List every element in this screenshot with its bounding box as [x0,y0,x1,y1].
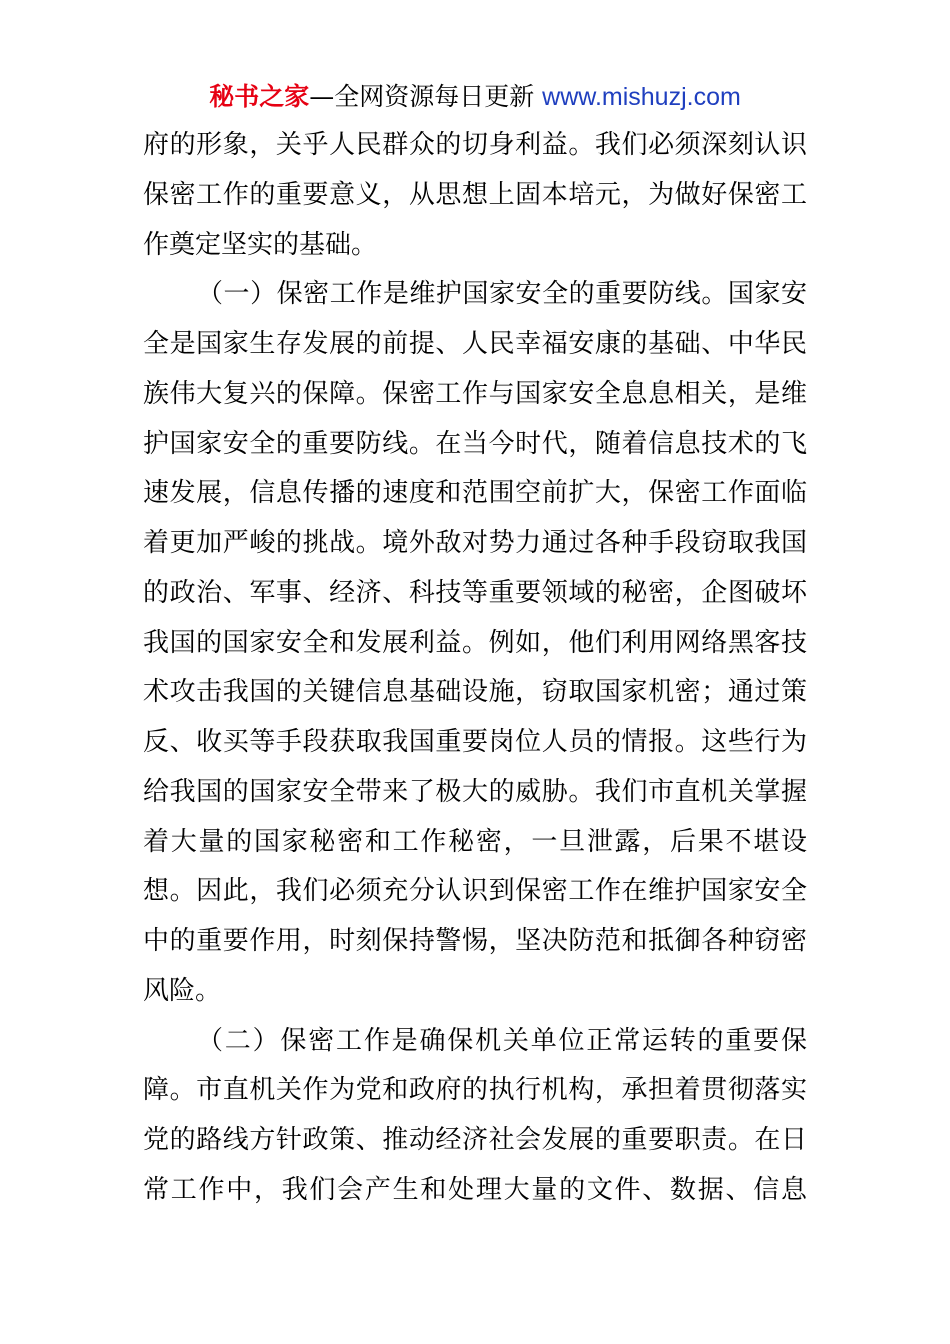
text-line: 着更加严峻的挑战。境外敌对势力通过各种手段窃取我国 [143,528,807,558]
site-header [0,80,950,114]
text-line: 的政治、军事、经济、科技等重要领域的秘密，企图破坏 [143,577,807,608]
section-heading-1: （一）保密工作是维护国家安全的重要防线。国家安 [197,279,807,310]
text-line: 反、收买等手段获取我国重要岗位人员的情报。这些行为 [143,727,807,757]
text-line: 保密工作的重要意义，从思想上固本培元，为做好保密工 [143,179,807,210]
text-line: 想。因此，我们必须充分认识到保密工作在维护国家安全 [143,876,807,907]
text-line: 族伟大复兴的保障。保密工作与国家安全息息相关，是维 [143,378,807,409]
text-line: 速发展，信息传播的速度和范围空前扩大，保密工作面临 [143,478,807,509]
text-line: 着大量的国家秘密和工作秘密，一旦泄露，后果不堪设 [143,826,807,857]
text-line: 作奠定坚实的基础。 [143,229,378,260]
text-line: 给我国的国家安全带来了极大的威胁。我们市直机关掌握 [143,776,807,807]
section-heading-2: （二）保密工作是确保机关单位正常运转的重要保 [197,1025,807,1056]
text-line: 党的路线方针政策、推动经济社会发展的重要职责。在日 [143,1125,807,1155]
text-line: 全是国家生存发展的前提、人民幸福安康的基础、中华民 [143,329,807,359]
text-line: 中的重要作用，时刻保持警惕，坚决防范和抵御各种窃密 [143,926,807,956]
site-brand: 秘书之家 [209,82,310,111]
text-line: 障。市直机关作为党和政府的执行机构，承担着贯彻落实 [143,1075,807,1106]
text-line: 府的形象，关乎人民群众的切身利益。我们必须深刻认识 [143,130,807,160]
site-url-link[interactable]: www.mishuzj.com [542,83,741,111]
text-line: 护国家安全的重要防线。在当今时代，随着信息技术的飞 [143,428,807,459]
text-line: 常工作中，我们会产生和处理大量的文件、数据、信息 [143,1174,807,1205]
text-line: 风险。 [143,975,222,1006]
document-body [143,121,807,1216]
site-tagline: —全网资源每日更新 [309,82,543,111]
text-line: 术攻击我国的关键信息基础设施，窃取国家机密；通过策 [143,677,807,708]
text-line: 我国的国家安全和发展利益。例如，他们利用网络黑客技 [143,627,807,658]
